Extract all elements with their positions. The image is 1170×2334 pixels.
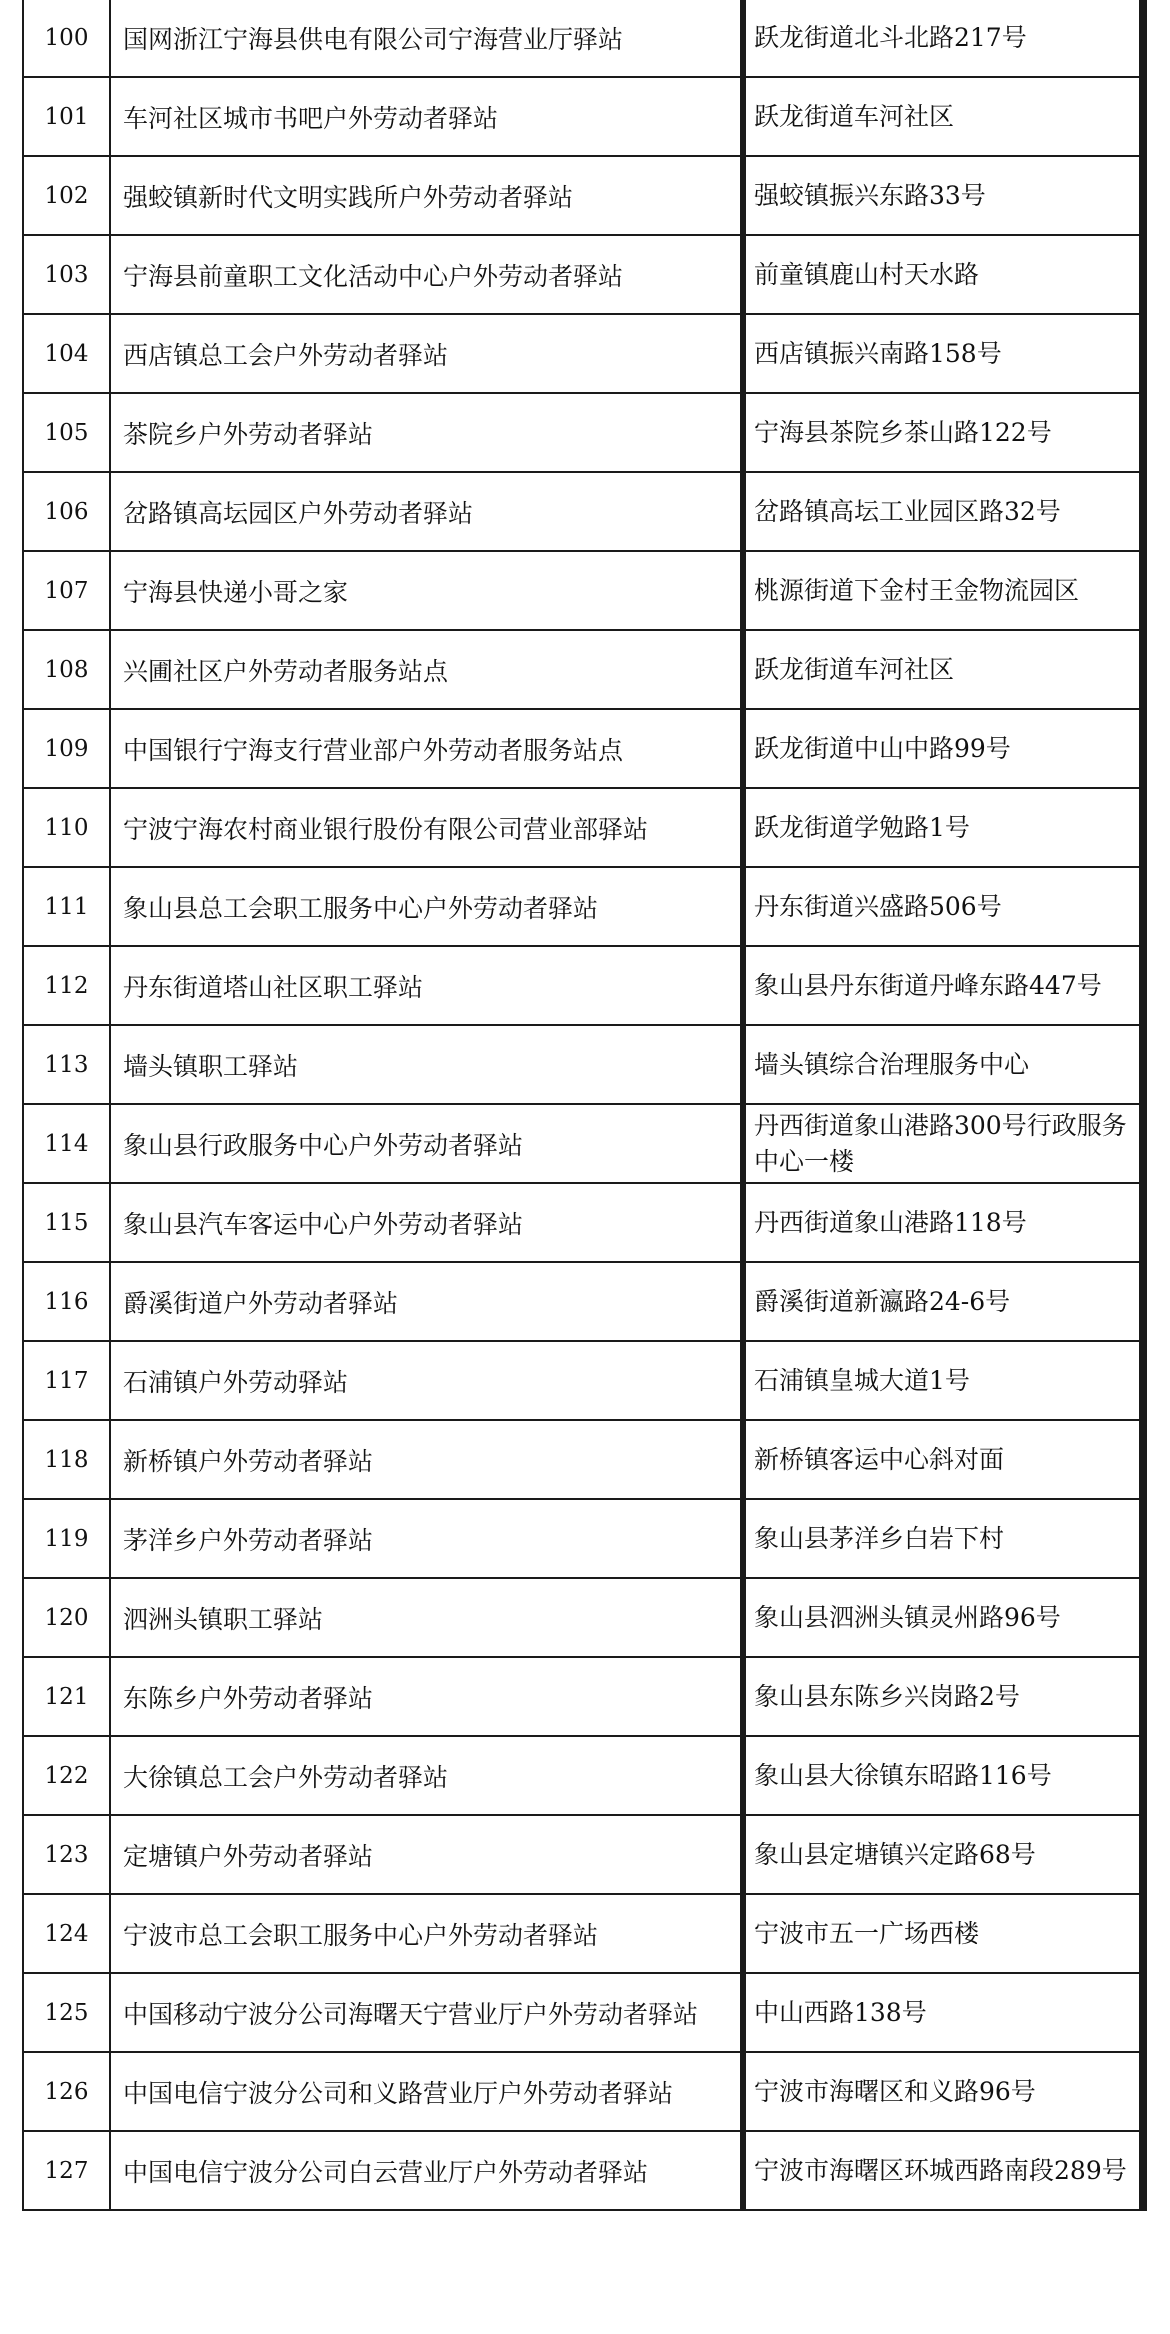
station-address: 前童镇鹿山村天水路 xyxy=(743,235,1143,314)
station-name: 宁波宁海农村商业银行股份有限公司营业部驿站 xyxy=(110,788,743,867)
row-number: 103 xyxy=(23,235,110,314)
table-row xyxy=(23,1341,1161,1420)
row-edge xyxy=(1143,1736,1161,1815)
table-row xyxy=(23,946,1161,1025)
station-address: 跃龙街道北斗北路217号 xyxy=(743,0,1143,77)
table-row xyxy=(23,1578,1161,1657)
station-name: 西店镇总工会户外劳动者驿站 xyxy=(110,314,743,393)
station-address: 象山县泗洲头镇灵州路96号 xyxy=(743,1578,1143,1657)
station-address: 象山县东陈乡兴岗路2号 xyxy=(743,1657,1143,1736)
station-address: 丹西街道象山港路118号 xyxy=(743,1183,1143,1262)
station-name: 象山县总工会职工服务中心户外劳动者驿站 xyxy=(110,867,743,946)
row-number: 121 xyxy=(23,1657,110,1736)
station-table xyxy=(22,0,1161,2211)
table-row xyxy=(23,235,1161,314)
row-number: 119 xyxy=(23,1499,110,1578)
row-edge xyxy=(1143,2131,1161,2210)
station-name: 车河社区城市书吧户外劳动者驿站 xyxy=(110,77,743,156)
station-address: 宁波市海曙区和义路96号 xyxy=(743,2052,1143,2131)
station-address: 宁波市五一广场西楼 xyxy=(743,1894,1143,1973)
station-name: 大徐镇总工会户外劳动者驿站 xyxy=(110,1736,743,1815)
row-number: 111 xyxy=(23,867,110,946)
table-row xyxy=(23,1499,1161,1578)
station-name: 象山县汽车客运中心户外劳动者驿站 xyxy=(110,1183,743,1262)
table-row xyxy=(23,1657,1161,1736)
row-number: 109 xyxy=(23,709,110,788)
station-name: 象山县行政服务中心户外劳动者驿站 xyxy=(110,1104,743,1183)
row-edge xyxy=(1143,1499,1161,1578)
row-number: 120 xyxy=(23,1578,110,1657)
row-number: 114 xyxy=(23,1104,110,1183)
table-row xyxy=(23,1262,1161,1341)
row-edge xyxy=(1143,1973,1161,2052)
row-number: 124 xyxy=(23,1894,110,1973)
table-row xyxy=(23,1815,1161,1894)
station-address: 岔路镇高坛工业园区路32号 xyxy=(743,472,1143,551)
station-name: 石浦镇户外劳动驿站 xyxy=(110,1341,743,1420)
table-row xyxy=(23,551,1161,630)
row-edge xyxy=(1143,1183,1161,1262)
station-address: 中山西路138号 xyxy=(743,1973,1143,2052)
row-edge xyxy=(1143,1578,1161,1657)
row-edge xyxy=(1143,235,1161,314)
row-edge xyxy=(1143,77,1161,156)
station-address: 跃龙街道车河社区 xyxy=(743,630,1143,709)
table-row xyxy=(23,1104,1161,1183)
row-edge xyxy=(1143,156,1161,235)
row-number: 102 xyxy=(23,156,110,235)
row-edge xyxy=(1143,709,1161,788)
station-name: 宁海县快递小哥之家 xyxy=(110,551,743,630)
table-row xyxy=(23,156,1161,235)
station-name: 茶院乡户外劳动者驿站 xyxy=(110,393,743,472)
table-row xyxy=(23,1736,1161,1815)
station-address: 跃龙街道中山中路99号 xyxy=(743,709,1143,788)
station-name: 中国移动宁波分公司海曙天宁营业厅户外劳动者驿站 xyxy=(110,1973,743,2052)
station-name: 岔路镇高坛园区户外劳动者驿站 xyxy=(110,472,743,551)
row-number: 117 xyxy=(23,1341,110,1420)
row-edge xyxy=(1143,1815,1161,1894)
row-edge xyxy=(1143,946,1161,1025)
station-name: 东陈乡户外劳动者驿站 xyxy=(110,1657,743,1736)
row-number: 116 xyxy=(23,1262,110,1341)
row-number: 104 xyxy=(23,314,110,393)
station-address: 丹西街道象山港路300号行政服务中心一楼 xyxy=(743,1104,1143,1183)
table-row xyxy=(23,1420,1161,1499)
station-name: 定塘镇户外劳动者驿站 xyxy=(110,1815,743,1894)
table-row xyxy=(23,1025,1161,1104)
row-number: 101 xyxy=(23,77,110,156)
table-row xyxy=(23,867,1161,946)
row-number: 122 xyxy=(23,1736,110,1815)
table-row xyxy=(23,2131,1161,2210)
table-row xyxy=(23,393,1161,472)
row-edge xyxy=(1143,1025,1161,1104)
station-name: 宁海县前童职工文化活动中心户外劳动者驿站 xyxy=(110,235,743,314)
row-number: 115 xyxy=(23,1183,110,1262)
station-address: 象山县丹东街道丹峰东路447号 xyxy=(743,946,1143,1025)
station-address: 跃龙街道学勉路1号 xyxy=(743,788,1143,867)
station-address: 象山县大徐镇东昭路116号 xyxy=(743,1736,1143,1815)
station-name: 泗洲头镇职工驿站 xyxy=(110,1578,743,1657)
table-row xyxy=(23,1183,1161,1262)
station-address: 象山县定塘镇兴定路68号 xyxy=(743,1815,1143,1894)
row-edge xyxy=(1143,630,1161,709)
station-address: 宁波市海曙区环城西路南段289号 xyxy=(743,2131,1143,2210)
row-edge xyxy=(1143,314,1161,393)
station-name: 墙头镇职工驿站 xyxy=(110,1025,743,1104)
row-edge xyxy=(1143,393,1161,472)
row-edge xyxy=(1143,1262,1161,1341)
row-number: 125 xyxy=(23,1973,110,2052)
row-edge xyxy=(1143,788,1161,867)
row-edge xyxy=(1143,0,1161,77)
station-address: 石浦镇皇城大道1号 xyxy=(743,1341,1143,1420)
row-number: 118 xyxy=(23,1420,110,1499)
station-name: 爵溪街道户外劳动者驿站 xyxy=(110,1262,743,1341)
station-name: 中国银行宁海支行营业部户外劳动者服务站点 xyxy=(110,709,743,788)
station-name: 宁波市总工会职工服务中心户外劳动者驿站 xyxy=(110,1894,743,1973)
row-number: 108 xyxy=(23,630,110,709)
station-address: 爵溪街道新瀛路24-6号 xyxy=(743,1262,1143,1341)
table-row xyxy=(23,630,1161,709)
station-name: 中国电信宁波分公司和义路营业厅户外劳动者驿站 xyxy=(110,2052,743,2131)
row-number: 106 xyxy=(23,472,110,551)
row-edge xyxy=(1143,867,1161,946)
station-address: 丹东街道兴盛路506号 xyxy=(743,867,1143,946)
row-number: 110 xyxy=(23,788,110,867)
station-name: 兴圃社区户外劳动者服务站点 xyxy=(110,630,743,709)
row-number: 127 xyxy=(23,2131,110,2210)
station-address: 西店镇振兴南路158号 xyxy=(743,314,1143,393)
station-name: 丹东街道塔山社区职工驿站 xyxy=(110,946,743,1025)
row-edge xyxy=(1143,1104,1161,1183)
station-name: 中国电信宁波分公司白云营业厅户外劳动者驿站 xyxy=(110,2131,743,2210)
table-row xyxy=(23,709,1161,788)
station-address: 墙头镇综合治理服务中心 xyxy=(743,1025,1143,1104)
station-name: 新桥镇户外劳动者驿站 xyxy=(110,1420,743,1499)
station-address: 宁海县茶院乡茶山路122号 xyxy=(743,393,1143,472)
station-address: 跃龙街道车河社区 xyxy=(743,77,1143,156)
row-number: 107 xyxy=(23,551,110,630)
row-edge xyxy=(1143,1657,1161,1736)
station-name: 强蛟镇新时代文明实践所户外劳动者驿站 xyxy=(110,156,743,235)
row-edge xyxy=(1143,1420,1161,1499)
station-address: 强蛟镇振兴东路33号 xyxy=(743,156,1143,235)
station-name: 茅洋乡户外劳动者驿站 xyxy=(110,1499,743,1578)
station-address: 象山县茅洋乡白岩下村 xyxy=(743,1499,1143,1578)
row-number: 113 xyxy=(23,1025,110,1104)
row-edge xyxy=(1143,551,1161,630)
station-address: 桃源街道下金村王金物流园区 xyxy=(743,551,1143,630)
row-edge xyxy=(1143,1894,1161,1973)
row-number: 126 xyxy=(23,2052,110,2131)
table-row xyxy=(23,314,1161,393)
table-row xyxy=(23,77,1161,156)
row-edge xyxy=(1143,2052,1161,2131)
row-number: 112 xyxy=(23,946,110,1025)
table-row xyxy=(23,0,1161,77)
table-row xyxy=(23,1894,1161,1973)
table-row xyxy=(23,472,1161,551)
row-edge xyxy=(1143,472,1161,551)
table-row xyxy=(23,788,1161,867)
row-number: 100 xyxy=(23,0,110,77)
station-address: 新桥镇客运中心斜对面 xyxy=(743,1420,1143,1499)
row-edge xyxy=(1143,1341,1161,1420)
table-row xyxy=(23,1973,1161,2052)
row-number: 123 xyxy=(23,1815,110,1894)
station-table-body xyxy=(23,0,1161,2210)
row-number: 105 xyxy=(23,393,110,472)
station-name: 国网浙江宁海县供电有限公司宁海营业厅驿站 xyxy=(110,0,743,77)
table-row xyxy=(23,2052,1161,2131)
